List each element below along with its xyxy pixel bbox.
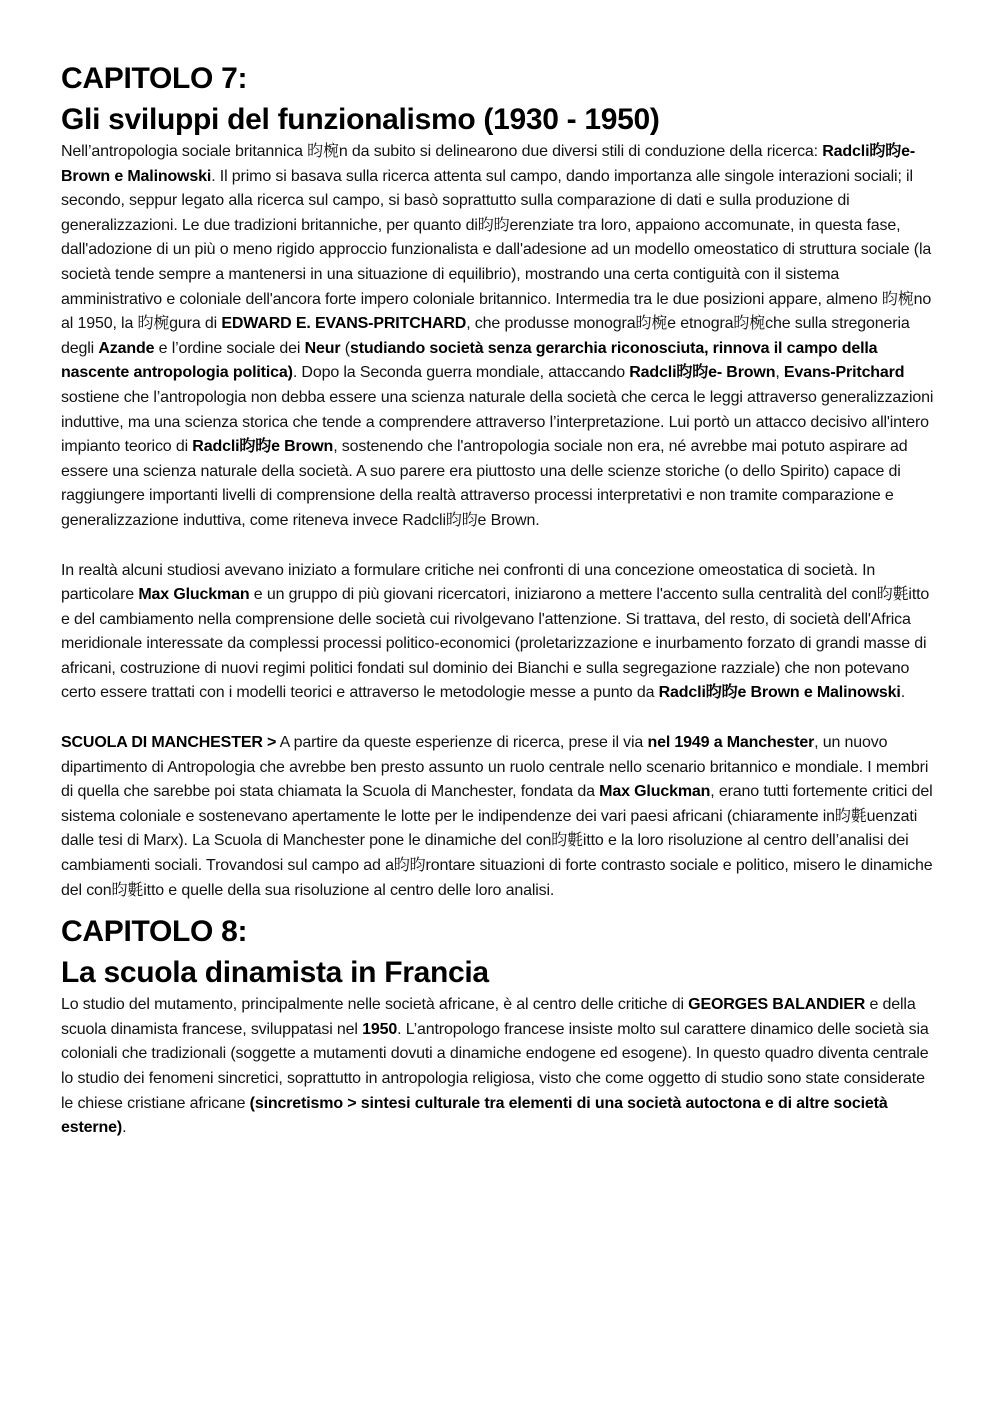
bold-text-run: Azande <box>98 339 155 357</box>
text-run: . Dopo la Seconda guerra mondiale, attaccando <box>292 364 630 382</box>
paragraph <box>61 140 940 534</box>
text-run: Lo studio del mutamento, principalmente nelle società africane, è al centro delle critiche di <box>61 996 689 1014</box>
text-run: , sostenendo che l'antropologia sociale non era, né avrebbe mai potuto aspirare ad essere una scienza naturale della società. A suo parere era piuttosto una delle scienze storiche (o dello Spirito) capace di raggiungere importanti livelli di comprensione della realtà attraverso processi interpretativi e non tramite comparazione e generalizzazione induttiva, come riteneva invece Radcli昀昀e Brown. <box>61 438 908 529</box>
text-run: In realtà alcuni studiosi avevano iniziato a formulare critiche nei confronti di una concezione omeostatica di società. In particolare <box>61 561 876 604</box>
text-run: A partire da queste esperienze di ricerca, prese il via <box>276 734 648 752</box>
chapter-label: CAPITOLO 8: <box>61 915 248 949</box>
bold-text-run: Evans-Pritchard <box>783 364 905 382</box>
text-run: Nell’antropologia sociale britannica 昀椀n da subito si delinearono due diversi stili di conduzione della ricerca: <box>61 143 823 160</box>
text-run: e della scuola dinamista francese, sviluppatasi nel <box>61 996 916 1038</box>
bold-text-run: Radcli昀昀e Brown e Malinowski <box>658 684 901 702</box>
text-run: , <box>775 364 784 382</box>
paragraph <box>61 993 940 1141</box>
text-run: ( <box>340 339 350 357</box>
paragraph <box>61 559 940 707</box>
text-run: sostiene che l’antropologia non debba essere una scienza naturale della società che cerca le leggi attraverso generalizzazioni induttive, ma una scienza storica che tende a comprendere attraverso l’interpretazione. Lui portò un attacco decisivo all'intero impianto teorico di <box>61 388 934 456</box>
text-run: e l’ordine sociale dei <box>154 339 305 357</box>
bold-text-run: SCUOLA DI MANCHESTER > <box>61 734 277 752</box>
text-run: , un nuovo dipartimento di Antropologia che avrebbe ben presto assunto un ruolo centrale nello scenario britannico e mondiale. I membri di quella che sarebbe poi stata chiamata la Scuola di Manchester, fondata da <box>61 734 929 801</box>
bold-text-run: nel 1949 a Manchester <box>647 734 815 752</box>
bold-text-run: Radcli昀昀e- Brown <box>629 364 776 382</box>
bold-text-run: Radcli昀昀e Brown <box>192 438 334 456</box>
bold-text-run: Neur <box>304 339 341 357</box>
bold-text-run: Max Gluckman <box>599 783 711 801</box>
bold-text-run: Radcli昀昀e-Brown e Malinowski <box>61 143 916 185</box>
text-run: e un gruppo di più giovani ricercatori, iniziarono a mettere l'accento sulla centralità del con昀氀itto e del cambiamento nella comprensione delle società cui rivolgevano l'attenzione. Si trattava, del resto, di società dell'Africa meridionale interessate da complessi processi politico-economici (proletarizzazione e inurbamento forzato di grandi masse di africani, costruzione di nuovi regimi politici fondati sul dominio dei Bianchi e sulla segregazione razziale) che non potevano certo essere trattati con i modelli teorici e attraverso le metodologie messe a punto da <box>61 586 930 702</box>
text-run: . <box>900 684 906 702</box>
bold-text-run: studiando società senza gerarchia riconosciuta, rinnova il campo della nascente antropologia politica) <box>61 339 878 382</box>
bold-text-run: 1950 <box>362 1020 398 1038</box>
paragraph <box>61 731 940 903</box>
bold-text-run: EDWARD E. EVANS-PRITCHARD <box>221 315 467 333</box>
bold-text-run: GEORGES BALANDIER <box>688 996 866 1014</box>
text-run: . L’antropologo francese insiste molto sul carattere dinamico delle società sia coloniali che tradizionali (soggette a mutamenti dovuti a dinamiche endogene ed esogene). In questo quadro diventa centrale lo studio dei fenomeni sincretici, soprattutto in antropologia religiosa, visto che come oggetto di studio sono state considerate le chiese cristiane africane <box>61 1020 929 1112</box>
text-run: , erano tutti fortemente critici del sistema coloniale e sostenevano apertamente le lotte per le indipendenze dei vari paesi africani (chiaramente in昀氀uenzati dalle tesi di Marx). La Scuola di Manchester pone le dinamiche del con昀氀itto e la loro risoluzione al centro dell’analisi dei cambiamenti sociali. Trovandosi sul campo ad a昀昀rontare situazioni di forte contrasto sociale e politico, misero le dinamiche del con昀氀itto e quelle della sua risoluzione al centro delle loro analisi. <box>61 783 933 899</box>
bold-text-run: Max Gluckman <box>138 586 250 604</box>
chapter-title: La scuola dinamista in Francia <box>61 956 489 990</box>
text-run: , che produsse monogra昀椀e etnogra昀椀che sulla stregoneria degli <box>61 315 910 357</box>
chapter-label: CAPITOLO 7: <box>61 62 248 95</box>
text-run: . <box>122 1119 127 1137</box>
text-run: . Il primo si basava sulla ricerca attenta sul campo, dando importanza alle singole interazioni sociali; il secondo, seppur legato alla ricerca sul campo, si basò soprattutto sulla comparazione di dati e sulla produzione di generalizzazioni. Le due tradizioni britanniche, per quanto di昀昀erenziate tra loro, appaiono accomunate, in questa fase, dall'adozione di un più o meno rigido approccio funzionalista e dall'adesione ad un modello omeostatico di struttura sociale (la società tende sempre a mantenersi in una situazione di equilibrio), mostrando una certa contiguità con il sistema amministrativo e coloniale dell'ancora forte impero coloniale britannico. Intermedia tra le due posizioni appare, almeno 昀椀no al 1950, la 昀椀gura di <box>61 167 932 333</box>
bold-text-run: (sincretismo > sintesi culturale tra elementi di una società autoctona e di altre società esterne) <box>61 1094 888 1137</box>
chapter-8 <box>61 911 940 1141</box>
chapter-7 <box>61 58 940 903</box>
chapter-title: Gli sviluppi del funzionalismo (1930 - 1950) <box>61 103 660 136</box>
